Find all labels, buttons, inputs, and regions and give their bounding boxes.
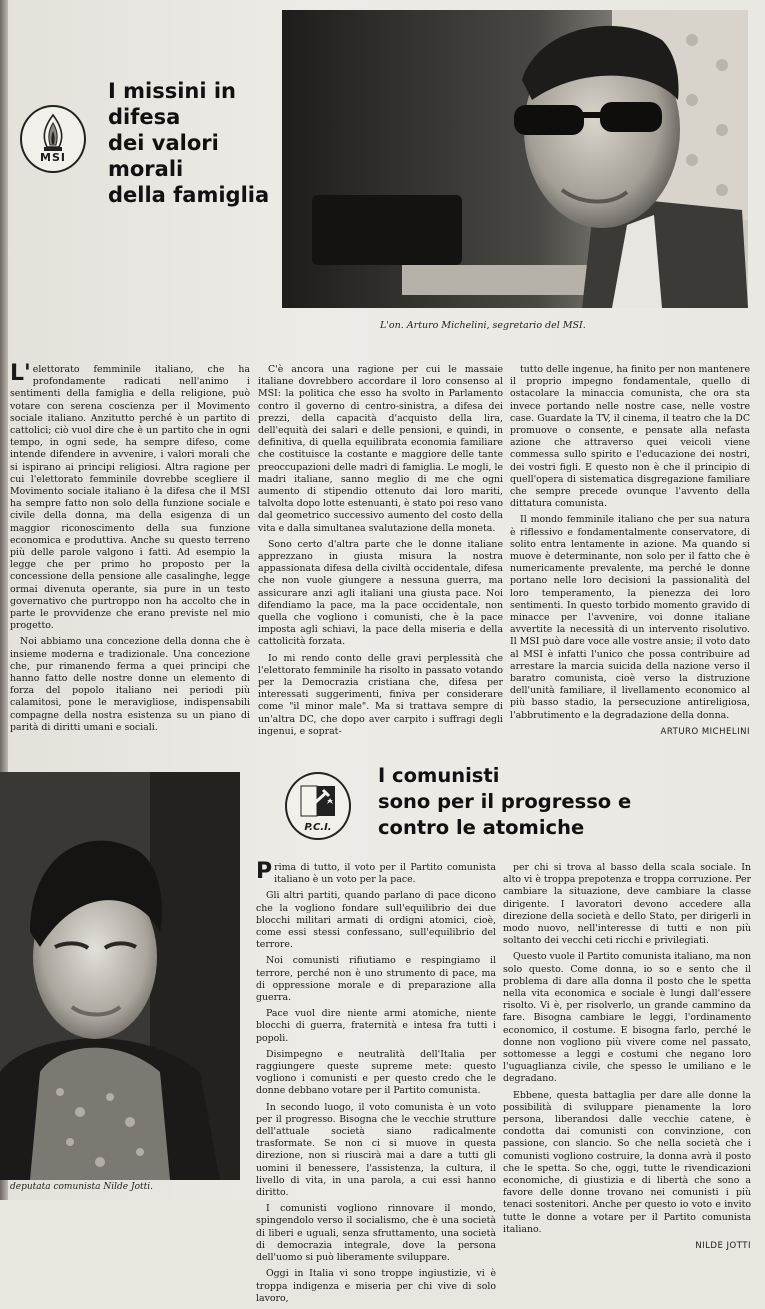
headline-line: contro le atomiche [378, 816, 585, 839]
paragraph: per chi si trova al basso della scala sociale. In alto vi è troppa prepotenza e troppa corruzione. Per cambiare la situazione, deve cambiare la classe dirigente. I lavoratori devono accedere alla direzione della società e dello Stato, per dirigerli in modo nuovo, nell'interesse di tutti e non più soltanto dei vecchi ceti ricchi e privilegiati. [503, 862, 751, 947]
paragraph: I comunisti vogliono rinnovare il mondo, spingendolo verso il socialismo, che è una società di liberi e uguali, senza sfruttamento, una società di democrazia integrale, dove la persona dell'uomo si può liberamente sviluppare. [256, 1203, 496, 1264]
article-column-1 [10, 361, 250, 738]
headline-line: dei valori [108, 131, 219, 155]
pci-logo [285, 772, 351, 840]
paragraph: Sono certo d'altra parte che le donne italiane apprezzano in giusta misura la nostra appassionata difesa della civiltà occidentale, difesa che non vuole giungere a nessuna guerra, ma assicurare anzi agli italiani una giusta pace. Noi difendiamo la pace, ma la pace occidentale, non quella che vogliono i comunisti, che è la pace imposta agli schiavi, la pace della miseria e della cattolicità forzata. [258, 538, 503, 648]
msi-logo [20, 105, 86, 173]
author-signature: NILDE JOTTI [695, 1241, 751, 1252]
article-column-5 [503, 862, 751, 1252]
headline-pci [378, 763, 758, 841]
author-signature: ARTURO MICHELINI [660, 726, 750, 737]
paragraph: In secondo luogo, il voto comunista è un voto per il progresso. Bisogna che le vecchie strutture dell'attuale società siano radicalmente trasformate. Se non ci si muove in questa direzione, non si riuscirà mai a dare a tutti gli uomini il benessere, l'assistenza, la cultura, il livello di vita, in una parola, a cui essi hanno diritto. [256, 1101, 496, 1199]
paragraph: Gli altri partiti, quando parlano di pace dicono che la vogliono fondare sull'equilibrio dei due blocchi militari armati di ordigni atomici, cioè, come essi stessi confessano, sull'equilibrio del terrore. [256, 890, 496, 951]
msi-logo-text: MSI [40, 151, 66, 164]
paragraph: Ebbene, questa battaglia per dare alle donne la possibilità di sviluppare pienamente la loro persona, liberandosi dalle vecchie catene, è condotta dai comunisti con convinzione, con passione, con slancio. So che nella società che i comunisti vogliono costruire, la donna avrà il posto che le spetta. So che, oggi, tutte le rivendicazioni economiche, di giustizia e di libertà che sono a favore delle donne trovano nei comunisti i più tenaci sostenitori. Anche per questo io voto e invito tutte le donne a votare per il Partito comunista italiano. [503, 1089, 751, 1235]
headline-line: I missini in [108, 79, 237, 103]
headline-line: difesa [108, 105, 181, 129]
pci-logo-text: P.C.I. [304, 822, 332, 833]
paragraph: Io mi rendo conto delle gravi perplessità che l'elettorato femminile ha risolto in passato votando per la Democrazia cristiana che, difesa per interessati suggerimenti, finiva per considerare come "il minor male". Ma si trattava sempre di un'altra DC, che dopo aver carpito i suffragi degli ingenui, e soprat- [258, 652, 503, 737]
headline-line: sono per il progresso e [378, 790, 632, 813]
article-column-2 [258, 364, 503, 742]
headline-msi [108, 78, 278, 208]
paragraph: Pace vuol dire niente armi atomiche, niente blocchi di guerra, fraternità e intesa fra tutti i popoli. [256, 1008, 496, 1044]
portrait-photo-michelini [282, 10, 748, 308]
paragraph: C'è ancora una ragione per cui le massaie italiane dovrebbero accordare il loro consenso al MSI: la politica che esso ha svolto in Parlamento contro il governo di centro-sinistra, a difesa dei prezzi, della capacità d'acquisto della lira, dell'equità dei salari e delle pensioni, e quindi, in definitiva, di quella equilibrata economia familiare che costituisce la costante e maggiore delle tante preoccupazioni delle madri di famiglia. Le mogli, le madri italiane, sanno meglio di me che ogni aumento di stipendio ottenuto dai loro mariti, talvolta dopo lotte estenuanti, è stato poi reso vano dal geometrico successivo aumento del costo della vita e dalla simultanea svalutazione della moneta. [258, 364, 503, 534]
headline-line: della famiglia [108, 183, 270, 207]
paragraph: Noi abbiamo una concezione della donna che è insieme moderna e tradizionale. Una concezione che, pur rimanendo ferma a quei principi che hanno fatto delle nostre donne un elemento di forza del popolo italiano nei periodi più calamitosi, pone le meravigliose, indispensabili compagne della nostra esistenza su un piano di parità di diritti umani e sociali. [10, 636, 250, 733]
paragraph: Questo vuole il Partito comunista italiano, ma non solo questo. Come donna, io so e sento che il problema di dare alla donna il posto che le spetta nella vita economica e sociale è lungi dall'essere risolto. Vi è, per risolverlo, un grande cammino da fare. Bisogna cambiare le leggi, l'ordinamento economico, il costume. E bisogna farlo, perché le donne non vogliono più vivere come nel passato, sottomesse a leggi e costumi che negano loro l'uguaglianza civile, che spesso le umiliano e le degradano. [503, 951, 751, 1085]
paragraph: Oggi in Italia vi sono troppe ingiustizie, vi è troppa indigenza e miseria per chi vive di solo lavoro, [256, 1268, 496, 1304]
portrait-photo-jotti [0, 772, 240, 1180]
photo-caption-jotti: deputata comunista Nilde Jotti. [10, 1182, 153, 1192]
article-column-3 [510, 364, 750, 738]
paragraph: Il mondo femminile italiano che per sua natura è riflessivo e fondamentalmente conservatore, di solito entra lentamente in azione. Ma quando si muove è determinante, non solo per il fatto che è numericamente prevalente, ma perché le donne portano nelle loro decisioni la passionalità del loro temperamento, la pienezza dei loro sentimenti. In questo torbido momento gravido di minacce per l'avvenire, voi donne italiane avvertite la necessità di un intervento risolutivo. Il MSI può dare voce alle vostre ansie; il voto dato al MSI è infatti l'unico che possa contribuire ad arrestare la marcia suicida della nazione verso il baratro comunista, cioè verso la distruzione dell'unità familiare, il livellamento economico al più basso stadio, la persecuzione antireligiosa, l'abbrutimento e la degradazione della donna. [510, 514, 750, 721]
paragraph: tutto delle ingenue, ha finito per non mantenere il proprio impegno fondamentale, quello di ostacolare la minaccia comunista, che ora sta invece portando nelle nostre case, nelle vostre case. Guardate la TV, il cinema, il teatro che la DC promuove o consente, e pensate alla nefasta azione che attraverso quei veicoli viene commessa sullo spirito e l'educazione dei nostri, dei vostri figli. E questo non è che il principio di quell'opera di sistematica disgregazione familiare che sempre precede ovunque l'avvento della dittatura comunista. [510, 364, 750, 510]
photo-caption-michelini: L'on. Arturo Michelini, segretario del MSI. [380, 320, 586, 331]
paragraph: Noi comunisti rifiutiamo e respingiamo il terrore, perché non è uno strumento di pace, ma di oppressione morale e di preparazione alla guerra. [256, 955, 496, 1004]
headline-line: morali [108, 157, 184, 181]
paragraph: Prima di tutto, il voto per il Partito comunista italiano è un voto per la pace. [256, 859, 496, 886]
paragraph: Disimpegno e neutralità dell'Italia per raggiungere queste supreme mete: questo vogliono i comunisti e per questo credo che le donne debbano votare per il Partito comunista. [256, 1048, 496, 1097]
paragraph: L'elettorato femminile italiano, che ha profondamente radicati nell'animo i sentimenti della famiglia e della religione, può votare con serena coscienza per il Movimento sociale italiano. Anzitutto perché è un partito di cattolici; ciò vuol dire che è un partito che in ogni tempo, in ogni sede, ha sempre difeso, come intende difendere in avvenire, i valori morali che si ispirano ai principi religiosi. Altra ragione per cui l'elettorato femminile dovrebbe scegliere il Movimento sociale italiano è la difesa che il MSI ha sempre fatto non solo della funzione sociale e civile della donna, ma della esigenza di un maggior riconoscimento della sua funzione economica e produttiva. Anche su questo terreno più delle parole valgono i fatti. Ad esempio la legge che per primo ho proposto per la concessione della pensione alle casalinghe, legge ormai divenuta operante, sia pure in un testo governativo che purtroppo non ha accolto che in parte le provvidenze che erano previste nel mio progetto. [10, 361, 250, 632]
article-column-4 [256, 859, 496, 1309]
headline-line: I comunisti [378, 764, 500, 787]
